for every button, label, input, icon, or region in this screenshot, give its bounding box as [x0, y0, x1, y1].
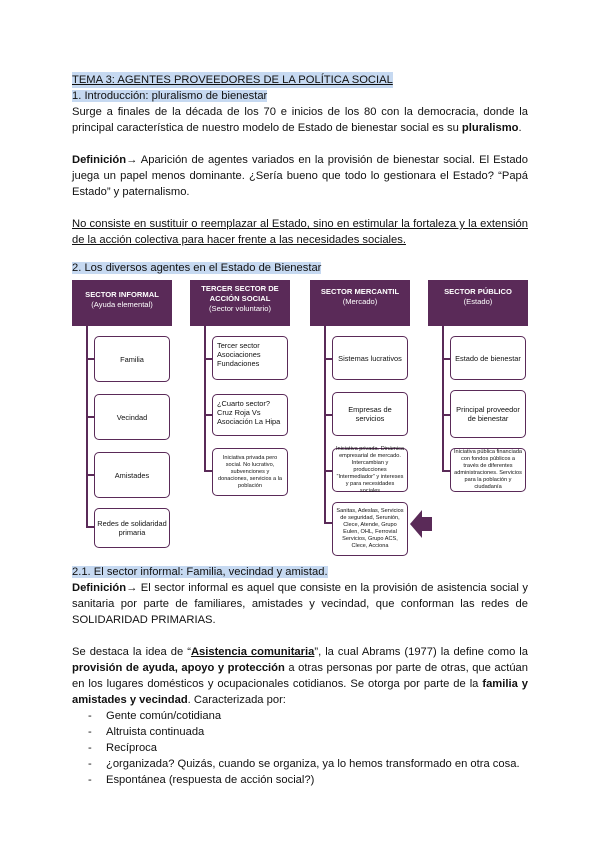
list-item: - Espontánea (respuesta de acción social?) [72, 772, 528, 788]
asistencia-comunitaria-paragraph: Se destaca la idea de “Asistencia comunitaria”, la cual Abrams (1977) la define como la provisión de ayuda, apoyo y protección a otras personas por parte de otras, que actúan en los lugares domésticos y ocupacionales cotidianos. Se otorga por parte de la familia y amistades y vecindad. Caracterizada por: [72, 646, 529, 706]
list-item: - ¿organizada? Quizás, cuando se organiza, ya lo hemos transformado en otra cosa. [72, 756, 528, 772]
pointer-arrow-icon [408, 506, 434, 542]
section-1-heading: 1. Introducción: pluralismo de bienestar [72, 90, 268, 102]
box-sistemas-lucrativos: Sistemas lucrativos [332, 336, 408, 380]
header-sector-informal: SECTOR INFORMAL (Ayuda elemental) [72, 280, 172, 326]
box-redes: Redes de solidaridad primaria [94, 508, 170, 548]
list-item: - Altruista continuada [72, 724, 528, 740]
box-principal-proveedor: Principal proveedor de bienestar [450, 390, 526, 438]
box-iniciativa-privada: Iniciativa privada. Dinámica empresarial de mercado. Intercambian y producciones “Intermediador” y intereses y para necesidades sociales [332, 448, 408, 492]
header-sector-publico: SECTOR PÚBLICO (Estado) [428, 280, 528, 326]
header-tercer-sector: TERCER SECTOR DE ACCIÓN SOCIAL (Sector voluntario) [190, 280, 290, 326]
list-item: - Gente común/cotidiana [72, 708, 528, 724]
box-estado-bienestar: Estado de bienestar [450, 336, 526, 380]
box-familia: Familia [94, 336, 170, 382]
box-cuarto-sector: ¿Cuarto sector? Cruz Roja Vs Asociación La Hipa [212, 394, 288, 436]
box-tercer-sector: Tercer sector Asociaciones Fundaciones [212, 336, 288, 380]
section-2-1-heading: 2.1. El sector informal: Familia, vecindad y amistad. [72, 566, 328, 578]
agents-diagram [72, 280, 528, 564]
box-empresas-ejemplos: Sanitas, Adeslas, Servicios de seguridad, Serunión, Clece, Atende, Grupo Eulen, OHL, Ferrovial Servicios, Grupo ACS, Clece, Acciona [332, 502, 408, 556]
definition-paragraph: Definición→ Aparición de agentes variados en la provisión de bienestar social. El Estado juega un papel menos dominante. ¿Sería bueno que todo lo gestionara el Estado? “Papá Estado” y paternalismo. [72, 154, 528, 198]
informal-definition-paragraph: Definición→ El sector informal es aquel que consiste en la provisión de asistencia social y sanitaria por parte de familiares, amistades y vecindad, que conforman las redes de SOLIDARIDAD PRIMARIAS. [72, 582, 528, 626]
intro-paragraph: Surge a finales de la década de los 70 e inicios de los 80 con la democracia, donde la principal característica de nuestro modelo de Estado de bienestar social es su pluralismo. [72, 106, 528, 134]
list-item: - Recíproca [72, 740, 528, 756]
document-page [72, 72, 528, 788]
box-iniciativa-privada-social: Iniciativa privada pero social. No lucrativo, subvenciones y donaciones, servicios a la población [212, 448, 288, 496]
box-empresas-servicios: Empresas de servicios [332, 392, 408, 436]
box-amistades: Amistades [94, 452, 170, 498]
document-title: TEMA 3: AGENTES PROVEEDORES DE LA POLÍTICA SOCIAL [72, 74, 393, 86]
header-sector-mercantil: SECTOR MERCANTIL (Mercado) [310, 280, 410, 326]
underlined-statement: No consiste en sustituir o reemplazar al Estado, sino en estimular la fortaleza y la extensión de la acción colectiva para hacer frente a las necesidades sociales. [72, 218, 528, 246]
box-iniciativa-publica: Iniciativa pública financiada con fondos públicos a través de diferentes administraciones. Servicios para la población y ciudadanía [450, 448, 526, 492]
characteristics-list [72, 708, 528, 788]
section-2-heading: 2. Los diversos agentes en el Estado de Bienestar [72, 262, 322, 274]
box-vecindad: Vecindad [94, 394, 170, 440]
